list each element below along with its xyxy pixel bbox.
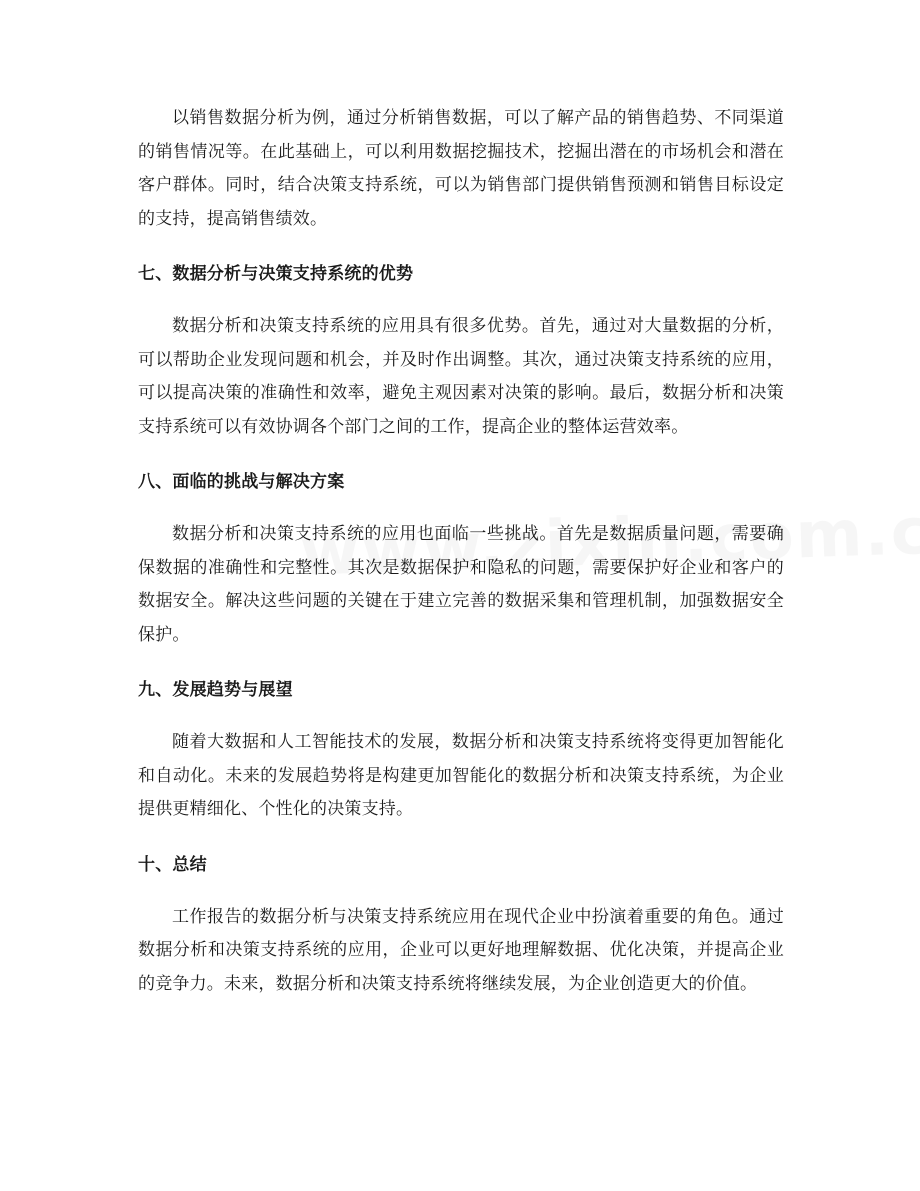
section-paragraph-9: 随着大数据和人工智能技术的发展，数据分析和决策支持系统将变得更加智能化和自动化。未来的发展趋势将是构建更加智能化的数据分析和决策支持系统，为企业提供更精细化、个性化的决策支持。 (138, 732, 784, 819)
section-heading-10: 十、总结 (138, 854, 207, 875)
section-heading-9: 九、发展趋势与展望 (138, 680, 293, 700)
section-heading-7: 七、数据分析与决策支持系统的优势 (138, 264, 414, 284)
section-heading-8: 八、面临的挑战与解决方案 (138, 472, 345, 492)
intro-paragraph: 以销售数据分析为例，通过分析销售数据，可以了解产品的销售趋势、不同渠道的销售情况等。在此基础上，可以利用数据挖掘技术，挖掘出潜在的市场机会和潜在客户群体。同时，结合决策支持系统，可以为销售部门提供销售预测和销售目标设定的支持，提高销售绩效。 (138, 108, 784, 229)
document-page (138, 102, 784, 1001)
section-paragraph-10: 工作报告的数据分析与决策支持系统应用在现代企业中扮演着重要的角色。通过数据分析和决策支持系统的应用，企业可以更好地理解数据、优化决策，并提高企业的竞争力。未来，数据分析和决策支持系统将继续发展，为企业创造更大的价值。 (138, 906, 784, 994)
section-paragraph-8: 数据分析和决策支持系统的应用也面临一些挑战。首先是数据质量问题，需要确保数据的准确性和完整性。其次是数据保护和隐私的问题，需要保护好企业和客户的数据安全。解决这些问题的关键在于建立完善的数据采集和管理机制，加强数据安全保护。 (138, 524, 784, 645)
section-paragraph-7: 数据分析和决策支持系统的应用具有很多优势。首先，通过对大量数据的分析，可以帮助企业发现问题和机会，并及时作出调整。其次，通过决策支持系统的应用，可以提高决策的准确性和效率，避免主观因素对决策的影响。最后，数据分析和决策支持系统可以有效协调各个部门之间的工作，提高企业的整体运营效率。 (138, 316, 784, 437)
